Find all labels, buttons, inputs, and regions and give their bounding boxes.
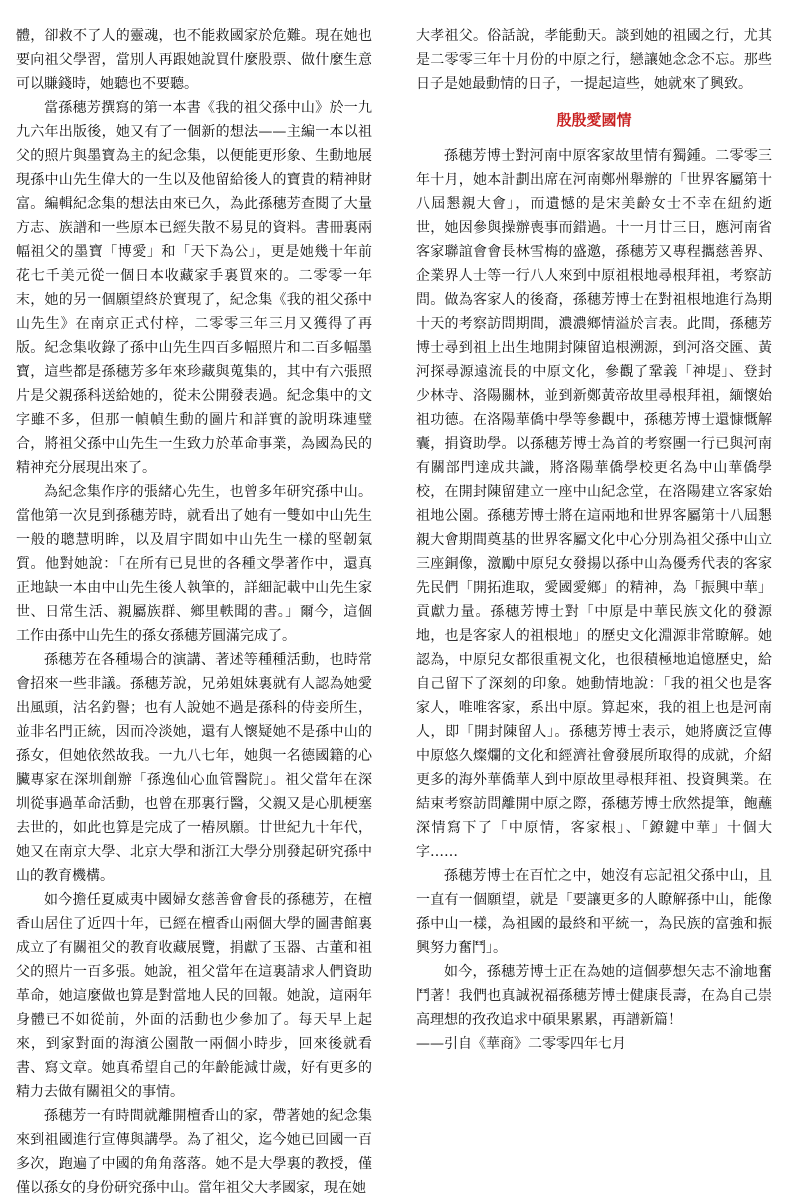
paragraph: 孫穗芳博士對河南中原客家故里情有獨鍾。二零零三年十月，她本計劃出席在河南鄭州舉辦的「世界客屬第十八屆懇親大會」，而遺憾的是宋美齡女士不幸在紐約逝世，她因參與操辦喪事而錯過。十一月廿三日，應河南省客家聯誼會會長林雪梅的盛邀，孫穗芳又專程攜慈善界、企業界人士等一行八人來到中原祖根地尋根拜祖，考察訪問。做為客家人的後裔，孫穗芳博士在對祖根地進行為期十天的考察訪問期間，濃濃鄉情溢於言表。此間，孫穗芳博士尋到祖上出生地開封陳留追根溯源，到河洛交匯、黃河探尋源遠流長的中原文化，參觀了鞏義「神堤」、登封少林寺、洛陽關林，並到新鄭黃帝故里尋根拜祖，緬懷始祖功德。在洛陽華僑中學等參觀中，孫穗芳博士還慷慨解囊，捐資助學。以孫穗芳博士為首的考察團一行已與河南有關部門達成共識，將洛陽華僑學校更名為中山華僑學校，在開封陳留建立一座中山紀念堂，在洛陽建立客家始祖地公園。孫穗芳博士將在這兩地和世界客屬第十八屆懇親大會期間奠基的世界客屬文化中心分別為祖父孫中山立三座銅像，激勵中原兒女發揚以孫中山為優秀代表的客家先民們「開拓進取，愛國愛鄉」的精神，為「振興中華」貢獻力量。孫穗芳博士對「中原是中華民族文化的發源地，也是客家人的祖根地」的歷史文化淵源非常瞭解。她認為，中原兒女都很重視文化，也很積極地追憶歷史，給自己留下了深刻的印象。她動情地說：「我的祖父也是客家人，唯唯客家，系出中原。算起來，我的祖上也是河南人，即「開封陳留人」。孫穗芳博士表示，她將廣泛宣傳中原悠久燦爛的文化和經濟社會發展所取得的成就，介紹更多的海外華僑華人到中原故里尋根拜祖、投資興業。在結束考察訪問離開中原之際，孫穗芳博士欣然提筆，飽蘸深情寫下了「中原情，客家根」、「鐐鍵中華」十個大字…… — [416, 148, 772, 860]
paragraph: 如今，孫穗芳博士正在為她的這個夢想矢志不渝地奮鬥著！我們也真誠祝福孫穗芳博士健康長壽，在為自己崇高理想的孜孜追求中碩果累累，再譜新篇！ — [416, 964, 772, 1028]
source-citation: ——引自《華商》二零零四年七月 — [416, 1036, 626, 1052]
paragraph: 孫穗芳一有時間就離開檀香山的家，帶著她的紀念集來到祖國進行宣傳與講學。為了祖父，迄今她已回國一百多次，跑遍了中國的角角落落。她不是大學裏的教授，僅僅以孫女的身份研究孫中山。當年祖父大孝國家，現在她 — [16, 1108, 372, 1196]
paragraph-continued: 大孝祖父。俗話說，孝能動天。談到她的祖國之行，尤其是二零零三年十月份的中原之行，戀讓她念念不忘。那些日子是她最動情的日子，一提起這些，她就來了興致。 — [416, 28, 772, 92]
paragraph: 孫穗芳在各種場合的演講、著述等種種活動，也時常會招來一些非議。孫穗芳說，兄弟姐妹裏就有人認為她愛出風頭，沽名釣譽；也有人說她不過是孫科的侍妾所生，並非名門正統，因而冷淡她，還有人懷疑她不是孫中山的孫女，但她依然故我。一九八七年，她與一名德國籍的心臟專家在深圳創辦「孫逸仙心血管醫院」。祖父當年在深圳從事過革命活動，也曾在那裏行醫，父親又是心肌梗塞去世的，如此也算是完成了一樁夙願。廿世紀九十年代，她又在南京大學、北京大學和浙江大學分別發起研究孫中山的教育機構。 — [16, 652, 372, 884]
section-heading: 殷殷愛國情 — [556, 111, 632, 129]
paragraph: 為紀念集作序的張緒心先生，也曾多年研究孫中山。當他第一次見到孫穗芳時，就看出了她有一雙如中山先生一般的聰慧明眸，以及眉宇間如中山先生一樣的堅韌氣質。他對她說：「在所有已見世的各種文學著作中，還真正地缺一本由中山先生後人執筆的，詳細記載中山先生家世、日常生活、親屬族群、鄉里軼聞的書。」爾今，這個工作由孫中山先生的孫女孫穗芳圓滿完成了。 — [16, 484, 372, 644]
paragraph: 如今擔任夏威夷中國婦女慈善會會長的孫穗芳，在檀香山居住了近四十年，已經在檀香山兩個大學的圖書館裏成立了有關祖父的教育收藏展覽，捐獻了玉器、古董和祖父的照片一百多張。她說，祖父當年在這裏請求人們資助革命，她這麼做也算是對當地人民的回報。她說，這兩年身體已不如從前，外面的活動也少參加了。每天早上起來，到家對面的海濱公園散一兩個小時步，回來後就看書、寫文章。她真希望自己的年齡能減廿歲，好有更多的精力去做有關祖父的事情。 — [16, 892, 372, 1100]
left-column — [16, 24, 372, 1196]
paragraph: 孫穗芳博士在百忙之中，她沒有忘記祖父孫中山，且一直有一個願望，就是「要讓更多的人瞭解孫中山，能像孫中山一樣，為祖國的最終和平統一，為民族的富強和振興努力奮鬥」。 — [416, 868, 772, 956]
right-column — [416, 24, 772, 1052]
paragraph-continued: 體，卻救不了人的靈魂，也不能救國家於危難。現在她也要向祖父學習，當別人再跟她說買什麼股票、做什麼生意可以賺錢時，她聽也不要聽。 — [16, 28, 372, 92]
paragraph: 當孫穗芳撰寫的第一本書《我的祖父孫中山》於一九九六年出版後，她又有了一個新的想法——主編一本以祖父的照片與墨寶為主的紀念集，以便能更形象、生動地展現孫中山先生偉大的一生以及他留給後人的寶貴的精神財富。編輯紀念集的想法由來已久，為此孫穗芳查閱了大量方志、族譜和一些原本已經失散不易見的資料。書冊裏兩幅祖父的墨寶「博愛」和「天下為公」，更是她幾十年前花七千美元從一個日本收藏家手裏買來的。二零零一年末，她的另一個願望終於實現了，紀念集《我的祖父孫中山先生》在南京正式付梓，二零零三年三月又獲得了再版。紀念集收錄了孫中山先生四百多幅照片和二百多幅墨寶，這些都是孫穗芳多年來珍藏與蒐集的，其中有六張照片是父親孫科送給她的，從未公開發表過。紀念集中的文字雖不多，但那一幀幀生動的圖片和詳實的說明珠連璧合，將祖父孫中山先生一生致力於革命事業，為國為民的精神充分展現出來了。 — [16, 100, 372, 476]
